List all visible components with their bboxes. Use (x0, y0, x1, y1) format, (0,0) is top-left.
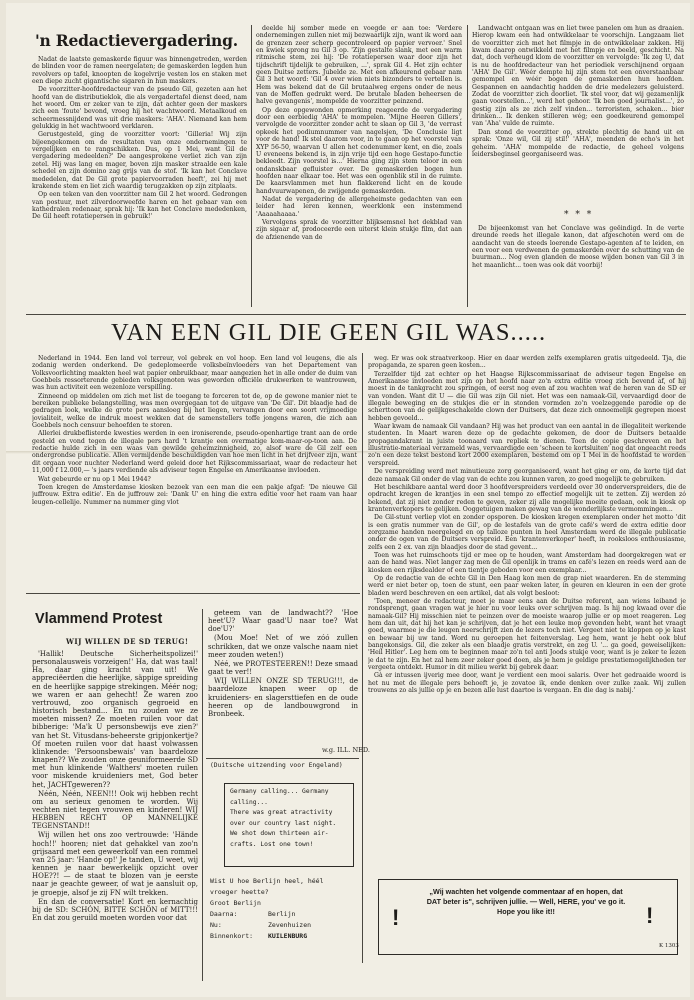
article1-column-1 (32, 56, 247, 309)
paragraph: 'Hallik! Deutsche Sicherheitspolizei!' personalausweis vorzeigen!' Ha, dat was taal! Ha, daar ging kracht van uit! We appreciëerden die heerlijke, säppige spreiding en de heerlijke sappige strekingen. Méér nog; we waren er aan gehecht! Ze waren zoo vertrouwd, zoo organisch gegroeid en historisch bestand... En nu zouden we ze moeten missen? Ze moeten ruilen voor dat bibberige: 'Ma'k U personsbewijs eve zien?' van het St. Vitusdans-beheerste gripjonkertje? Of moeten ruilen voor dat haast volwassen klinkende: 'Persoonsbewais' van baardeloze knapen?? We zouden onze geuniformeerde SD met hun klinkende 'Walthers' moeten ruilen voor miskende kruideniers met, God beter het, JACHTgeweren?? (32, 650, 198, 789)
quiz-intro-2: vroeger heette? (210, 888, 269, 896)
article-title-redactievergadering: 'n Redactievergadering. (35, 31, 238, 50)
radio-line: calling... (230, 798, 268, 806)
article-title-van-een-gil: VAN EEN GIL DIE GEEN GIL WAS..... (111, 319, 547, 346)
article3-subtitle: WIJ WILLEN DE SD TERUG! (66, 637, 189, 646)
article3-column-2 (208, 609, 358, 739)
quiz-label: Binnenkort: (210, 932, 254, 940)
quote-text: „Wij wachten het volgende commentaar af en hopen, dat DAT beter is", schrijven jullie. — Well, HERE, you' ve go it. Hope you like it!! (426, 887, 626, 916)
print-code: K 1303 (659, 943, 679, 949)
paragraph: Néén, Néén, NEEN!!! Ook wij hebben recht om au serieux genomen te worden. Wij vechten niet tegen vrouwen en kinderen! WIJ HEBBEN RECHT OP MANNELIJKE TEGENSTAND!! (32, 789, 198, 831)
newspaper-page (6, 3, 690, 997)
column-divider (467, 25, 468, 307)
paragraph: Dan stond de voorzitter op, strekte plechtig de hand uit en sprak: 'Onze wil, Gil zij stil!' 'AHA', meenden de echo's in het geheim. 'AHA' mompelde de redactie, de geheel volgens leidersbeginsel georganiseerd was. (472, 128, 684, 158)
article1-column-3-end (472, 225, 684, 311)
paragraph: Op een teken van den voorzitter nam Gil 2 het woord. Gedrongen van postuur, met zilverdoorweefde haren en het gebaar van een kathedralen redenaar, sprak hij: 'Ik kan het Conclave mededenken, De Gil heeft rotatiepersen in gebruik!' (32, 191, 247, 221)
section-divider (26, 314, 686, 315)
paragraph: (Mou Moe! Net of we zóó zullen schrikken, dat we onze valsche naam niet meer zouden weten!) (208, 634, 358, 659)
paragraph: 'Toen, meneer de redacteur, moet je maar eens aan de Duitse referent, aan wiens leiband je rondsprengt, gaan vragen wat je hier nu voor leuks over schrijven mag. Is hij nog kwaad over die namaak-Gil? Hij misschien niet te peinzen over de moeiste waarop jullie er op moet reageren. Leg hem dan uit, dat hij het kan je schrijven, dat je het een leuke mop gevonden hebt, want het vraagt goed, waarmee je die leugen neerschrijft zien de lezers toch niet. Vergeet niet te kloppen op je kast en bewaar bij uw tand. Word nu geroepen het feitenverslag. Leg hem, want je hebt ook bluf bangekonsigs. Gil, die zeker als een blaadje gratis verstrekt, en zeg U. '... ga goed, geweiselijken: 'Heil Hitler'. Leg hem om te beginnen maar zo'n tel anti Joods stukje voor, want is je zeker te lezen je dat te zijn. En het zal hem zeer zeker goed doen, als je hem je geldige prestatiemogelijkheden ter vergeeta ontdekt. Humor in dit milieu werkt bij gebrek daar. (368, 598, 686, 672)
paragraph: De bijeenkomst van het Conclave was geëindigd. In de verte dreunde reeds het illegale kanon, dat afgeschoten werd om de aandacht van de steeds loerende Gestapo-agenten af te leiden, en een voor een verdwenen de gemaskerden over de schutting van de buurman... Nog even glanden de moose wijden bonen van Gil 3 in het maanlicht... toen was ook dát voorbij! (472, 225, 684, 269)
paragraph: Allerlei drukbeflisterde kwesties werden in een ironiserende, pseudo-openhartige trant aan de orde gesteld en vond tegen de illegale pers hard 't krantje een overmatige kom-maar-op-toon aan. De redactie hulde zich in een waas van gewilde geheimzinnigheid, zo, alsof ware de Gil zelf een ondergrondse publicatie. Allen vermijdende beschuldigden van hoe men licht in het drijfveer zijn, want dit orgaan voor nuchter Nederland werd geleid door het Rijkscommissariaat, waar de redacteur het 11,000 f 12.000,— 's jaars verdiende als adviseur tegen Engelse en Amerikaanse invloeden. (32, 430, 357, 475)
radio-line: There was great atractivity (230, 809, 333, 816)
paragraph: De verspreiding werd met minutieuze zorg georganiseerd, want het ging er om, de korte tijd dat deze namaak Gil onder de vlag van de echte zou kunnen varen, zo goed mogelijk te gebruiken. (368, 468, 686, 483)
paragraph: Waar kwam de namaak Gil vandaan? Hij was het product van een aantal in de illegaliteit werkende studenten. In Maart waren deze op de gedachte gekomen, de door de Duitsers betaalde propagandakrant in juiste toonaard van repliek te dienen. Toen de copie geschreven en het illustratie-materiaal verzameld was, vervaardigde een 'scheen te kortsluiten' nog dat ongeacht reeds zo'n een deze tekst bestond kort 2000 exemplaren, bestemd om op 1 Mei in de hoofdstad te worden verspreid. (368, 423, 686, 467)
paragraph: Het beschikbare aantal werd door 3 hoofdverspreiders verdeeld over 30 onderverspreiders, die de opdracht kregen de krantjes in een snel tempo zo effectief mogelijk uit te zetten. Zij werden zó bekend, dat zij niet zonder reden te geven, zeker zij alle mogelijke moeite gedaan, ook in kiosk op krantenverkopers te gelijken. Ooggetuigen maken gewag van de wonderlijkste vermommingen... (368, 483, 686, 513)
quiz-rows (210, 898, 360, 942)
quiz-label: Groot Berlijn (210, 899, 261, 907)
radio-transcript (230, 787, 352, 850)
exclamation-mark-right: ! (646, 903, 654, 928)
paragraph: deelde hij somber mede en voegde er aan toe: 'Verdere ondernemingen zullen niet mij bezwaarlijk zijn, want ik word aan de grenzen zeer scherp gecontroleerd op papier vervoer.' Snel en kwiek sprong nu Gil 3 op. 'Zijn gestalte slank, met een warm ritmische stem, zei hij: 'De rotatiepersen waar door zijn het tijdschrift tijdelijk te gebruiken, ...', sprak Gil 4. Het zijn echter geen Duitse zetters. Jubelde ze. Met een afkeurend gebaar nam Gil 3 het woord: 'Gil 4 over wien niets bizonders te vertellen is. Hem was bekend dat de Gil brutaalweg ergens onder de neus van de Moffen gedrukt werd. De brutale bladen beheersen de halve gevangenis', mompelde de voorzitter peinzend. (256, 25, 462, 106)
column-divider (362, 353, 363, 963)
quiz-value: KUILENBURG (268, 932, 308, 940)
paragraph: Zinneend op middelen om zich met list de toegang te forceren tot de, op de gewone manier niet te bereiken publieke belangstelling, was men overgegaan tot de uitgave van 'De Gil'. Dit blaadje had de gedragen look, welke de grote pers aansloeg bij het liegen, vervangen door een soort vrijmoedige jovialiteit, welke de indruk moest wekken dat de samenstellers toffe jongens waren, die zich aan Goebbels noch censuur behoefden te storen. (32, 392, 357, 430)
article2-column-2 (368, 355, 686, 870)
radio-line: crafts. Lost one town! (230, 840, 314, 848)
radio-line: over our country last night. (230, 819, 337, 827)
paragraph: Landwacht ontgaan was en liet twee panelen om hun as draaien. Hierop kwam een had ontwikkelaar te voorschijn. Langzaam liet de voorzitter zich met het filmpje in de ontwikkelaar zakken. Hij kwam daarop ontwikkeld met het filmpje en beeld, geschicht. Na dat, doch verheugd klom de voorzitter en vervolgde: 'Ik zeg U, dat is nu de hoofdredacteur van het periodiek verschijnend orgaan 'AHA' De Gil'. Wéér dempte hij zijn stem tot een onverstaanbaar gemompel en wéér bogen de gemaskerden hun hoofden. Gespannen en aandachtig hadden de drie medelezers geluisterd. Zodat de voorzitter zich doorliet. 'Ik stel voor, dat wij gezamenlijk gaan voorstellen...', werd het gehoor. 'Ik ben goed journalist...', zo gestig zijn als ze zich zelf vinden... terroristen, schaken... bier drinken... Ik denken stilleren wég; een goedkeurend gemompel van 'Aha' vulde de ruimte. (472, 25, 684, 128)
radio-line: Germany calling... Germany (230, 788, 329, 795)
paragraph: Toen kregen de Amsterdamse kiosken bezoek van een man die een pakje afgaf: 'De nieuwe Gil juffrouw. Extra editie'. En de juffrouw zei: 'Dank U' en hing die extra editie voor het raam van haar leugen-cellelije. Nummer na nummer ging vlot (32, 483, 357, 506)
quiz-label: Nu: (210, 921, 222, 929)
paragraph: Gà er intussen ijverig mee door, want je verdient een mooi salaris. Over het gedraaide woord is het nu met de illegale pers behoeft je, je zovatoe ik, ende denken over zulke zaak. Wij zullen trouwens zo als jullie op je en bezen alle lust daartoe is vergaan. En die dag is nabij.' (368, 672, 686, 695)
section-divider (26, 593, 360, 594)
quiz-row (210, 909, 360, 920)
paragraph: Vervolgens sprak de voorzitter blijksemsnel het dekblad van zijn sigaar af, prodoceerde een uiterst klein stukje film, dat aan de afzienende van de (256, 218, 462, 241)
paragraph: En dan de conversatie! Kort en kernachtig bij de SD: SCHÓN, BITTE SCHÖN of MITT!!! En dat zou geruild moeten worden voor dat (32, 897, 198, 922)
paragraph: De voorzitter-hoofdredacteur van de pseudo Gil, gezeten aan het hoofd van de distributieklok, die als vergadertafel dienst deed, nam het woord. Om er zeker van te zijn, dat achter geen der maskers zich een 'foute' bevond, vroeg hij het wachtwoord. Metaalkoud en scheermessnijdend was uit drie maskers: 'AHA'. Niemand kan hem gelukkig in het wachtwoord verklaren. (32, 86, 247, 131)
article3-column-1 (32, 650, 198, 980)
radio-intro: (Duitsche uitzending voor Engeland) (210, 762, 343, 769)
paragraph: weg. Er was ook straatverkoop. Hier en daar werden zelfs exemplaren gratis uitgedeeld. Tja, die propaganda, ze sparen geen kosten... (368, 355, 686, 370)
exclamation-mark-left: ! (392, 905, 400, 930)
article1-column-2 (256, 25, 462, 311)
article1-column-3 (472, 25, 684, 207)
quiz-label: Daarna: (210, 910, 238, 918)
paragraph: geteem van de landwacht?? 'Hoe heet'U? Waar gaad'U naar toe? Wat doe'U?' (208, 609, 358, 634)
column-divider (202, 609, 203, 981)
quiz-row (210, 931, 360, 942)
paragraph: WIJ WILLEN ONZE SD TERUG!!!, de baardeloze knapen weer op de kruideniers- en slagersttiefen en de oude heeren op de landbouwgrond in Bronbeek. (208, 677, 358, 718)
paragraph: Néé, we PROTESTEEREN!! Deze smaad gaat te ver!! (208, 659, 358, 677)
paragraph: Terzelfder tijd zat echter op het Haagse Rijkscommissariaat de adviseur tegen Engelse en Amerikaanse invloeden met zijn op het hoofd naar zo'n extra editie vroeg zich bevend af, of hij moest in de tankgracht zou springen, of eerst nog even af zou wachten wat de heren van de SD er van vonden. Want dit U — die Gil was zijn Gil niet. Het was een namaak-Gil, vervaardigd door de illegale beweging en de stukjes die er in stonden vormden zo'n voelzeggende parodie op de scherttoon van de gelijkgeschakelde clown der Duitsers, dat deze zich onnoemelijk gegrepen moest hebben gevoeld... (368, 370, 686, 422)
paragraph: Wat gebeurde er nu op 1 Mei 1944? (38, 475, 151, 483)
paragraph: Gerustgesteld, ging de voorzitter voort: 'Gilleria! Wij zijn bijeengekomen om de resultaten van onze ondernemingen te vergelijken en te rangschikken. Dus, op 1 Mei, want Gil de vergadering medeelden?' De aangesprokene verliet zich van zijn zetel. Hij was lang en mager, boven zijn masker straalde een kale schedel en zijn domino zag grijs van de stof. 'Ik kan het Conclave mededelen, dat De Gil grote papiervoorraden heeft', zei hij met krakende stem en liet zich waardig terugzakken op zijn zitplaats. (32, 131, 247, 190)
section-stars: * * * (564, 210, 594, 220)
section-divider (206, 758, 359, 759)
signature: w.g. ILL. NED. (322, 746, 370, 754)
quiz-row (210, 898, 360, 909)
paragraph: Nederland in 1944. Een land vol terreur, vol gebrek en vol hoop. Een land vol leugens, die als zodanig werden onderkend. De gedeplomeerde volksbeïnvloeders van het Departement van Volksvoorlichting maakten heel wat papier onbruikbaar, maar aangezien het in alle onder de duim van Goebbels ressorterende gebieden volksgenoten was geworden officiële drukwerken te wantrouwen, was hun activiteit een wezenloze verspilling. (32, 355, 357, 392)
quiz-intro-1: Wist U hoe Berlijn heel, héél (210, 877, 324, 885)
paragraph: De Gil-stunt verliep vlot en zonder opsporen. De kiosken kregen exemplaren onder het motto 'dit is een gratis nummer van de Gil', op de lestafels van de grote café's werd de extra editie door zorgzame handen neergelegd en op talloze punten in heel Amsterdam werd de illegale publicatie onder de ogen van de Duitsers verspreid. Een 'krantenverkoper' heeft, in rooksloos enthousiasme, zelfs een 2 ex. van zijn blaadjes door de stad gevent... (368, 514, 686, 551)
radio-line: We shot down thirteen air- (230, 830, 329, 837)
quiz-value: Berlijn (268, 910, 296, 918)
paragraph: Nadat de vergadering de allergeheimste gedachten van een leider had leren kennen, weerklonk een instemmend 'Aaaaahaaaa.' (256, 195, 462, 218)
quiz-value: Zevenhuizen (268, 921, 312, 929)
paragraph: Op de redactie van de echte Gil in Den Haag kon men de grap niet waarderen. En de stemming werd er niet beter op, toen de stunt, een paar weken later, in geuren en kleuren in een der grote bladen werd beschreven en een artikel, dat als volgt besloot: (368, 574, 686, 597)
column-divider (251, 25, 252, 307)
paragraph: Op deze opgewonden opmerking reageerde de vergadering door een eerbiedig 'AHA' te mompelen. 'Mijne Heeren Gillers', vervolgde de voorzitter zonder acht te slaan op Gil 3, 'de verrast opkeek het podiumnummer van nagelsjen, 'De Conclusie ligt voor de hand! Ik stel daarom voor, in te gaan op het voorstel van XYP 56-50, waarvan U allen het codenummer kent, en die, zoals U eveneens bekend is, in zijn vrije tijd een hoge Gestapo-functie bekleedt. Zijn voorstel is...' Hierna ging zijn stem teloor in een ondanskbaar gefluister over. De gemaskerden bogen hun hoofden naar elkaar toe. Het was een ogenblik stil in de ruimte. De kaarsvlammen met hun flakkerend licht en de koude handvuurwapenen, de zwijgende gemaskerden. (256, 106, 462, 195)
paragraph: Nadat de laatste gemaskerde figuur was binnengetreden, werden de blinden voor de ramen neergelaten; de gemaskerden legden hun revolvers op tafel, knoopten de kogelvrije vesten los en staken met een diepe zucht gigantische sigaren in hun maskers. (32, 56, 247, 86)
paragraph: Wij willen het ons zoo vertrouwde: 'Hände hoch!!' hooren; niet dat gehakkel van zoo'n grijsaard met een geweerkolf van een rommel van 25 jaar: 'Hande op!' Je tanden, U weet, wij kennen je naar bewerkelijk opzicht over HOE??! — de staat te blozen van je eerste naar je geachte geweer, of wat je aansluit op, je groepje, alsof je zij FN wilt trekken. (32, 831, 198, 897)
paragraph: Toen was het ruimschoots tijd er mee op te houden, want Amsterdam had doorgekregen wat er aan de hand was. Niet langer zag men de Gil openlijk in trams en café's lezen en reeds werd aan de kiosken een rijksdealder of een tientje geboden voor een exemplaar... (368, 551, 686, 574)
berlijn-quiz (210, 876, 360, 942)
article2-column-1 (32, 355, 357, 587)
quiz-row (210, 920, 360, 931)
article-title-vlammend-protest: Vlammend Protest (35, 611, 163, 627)
